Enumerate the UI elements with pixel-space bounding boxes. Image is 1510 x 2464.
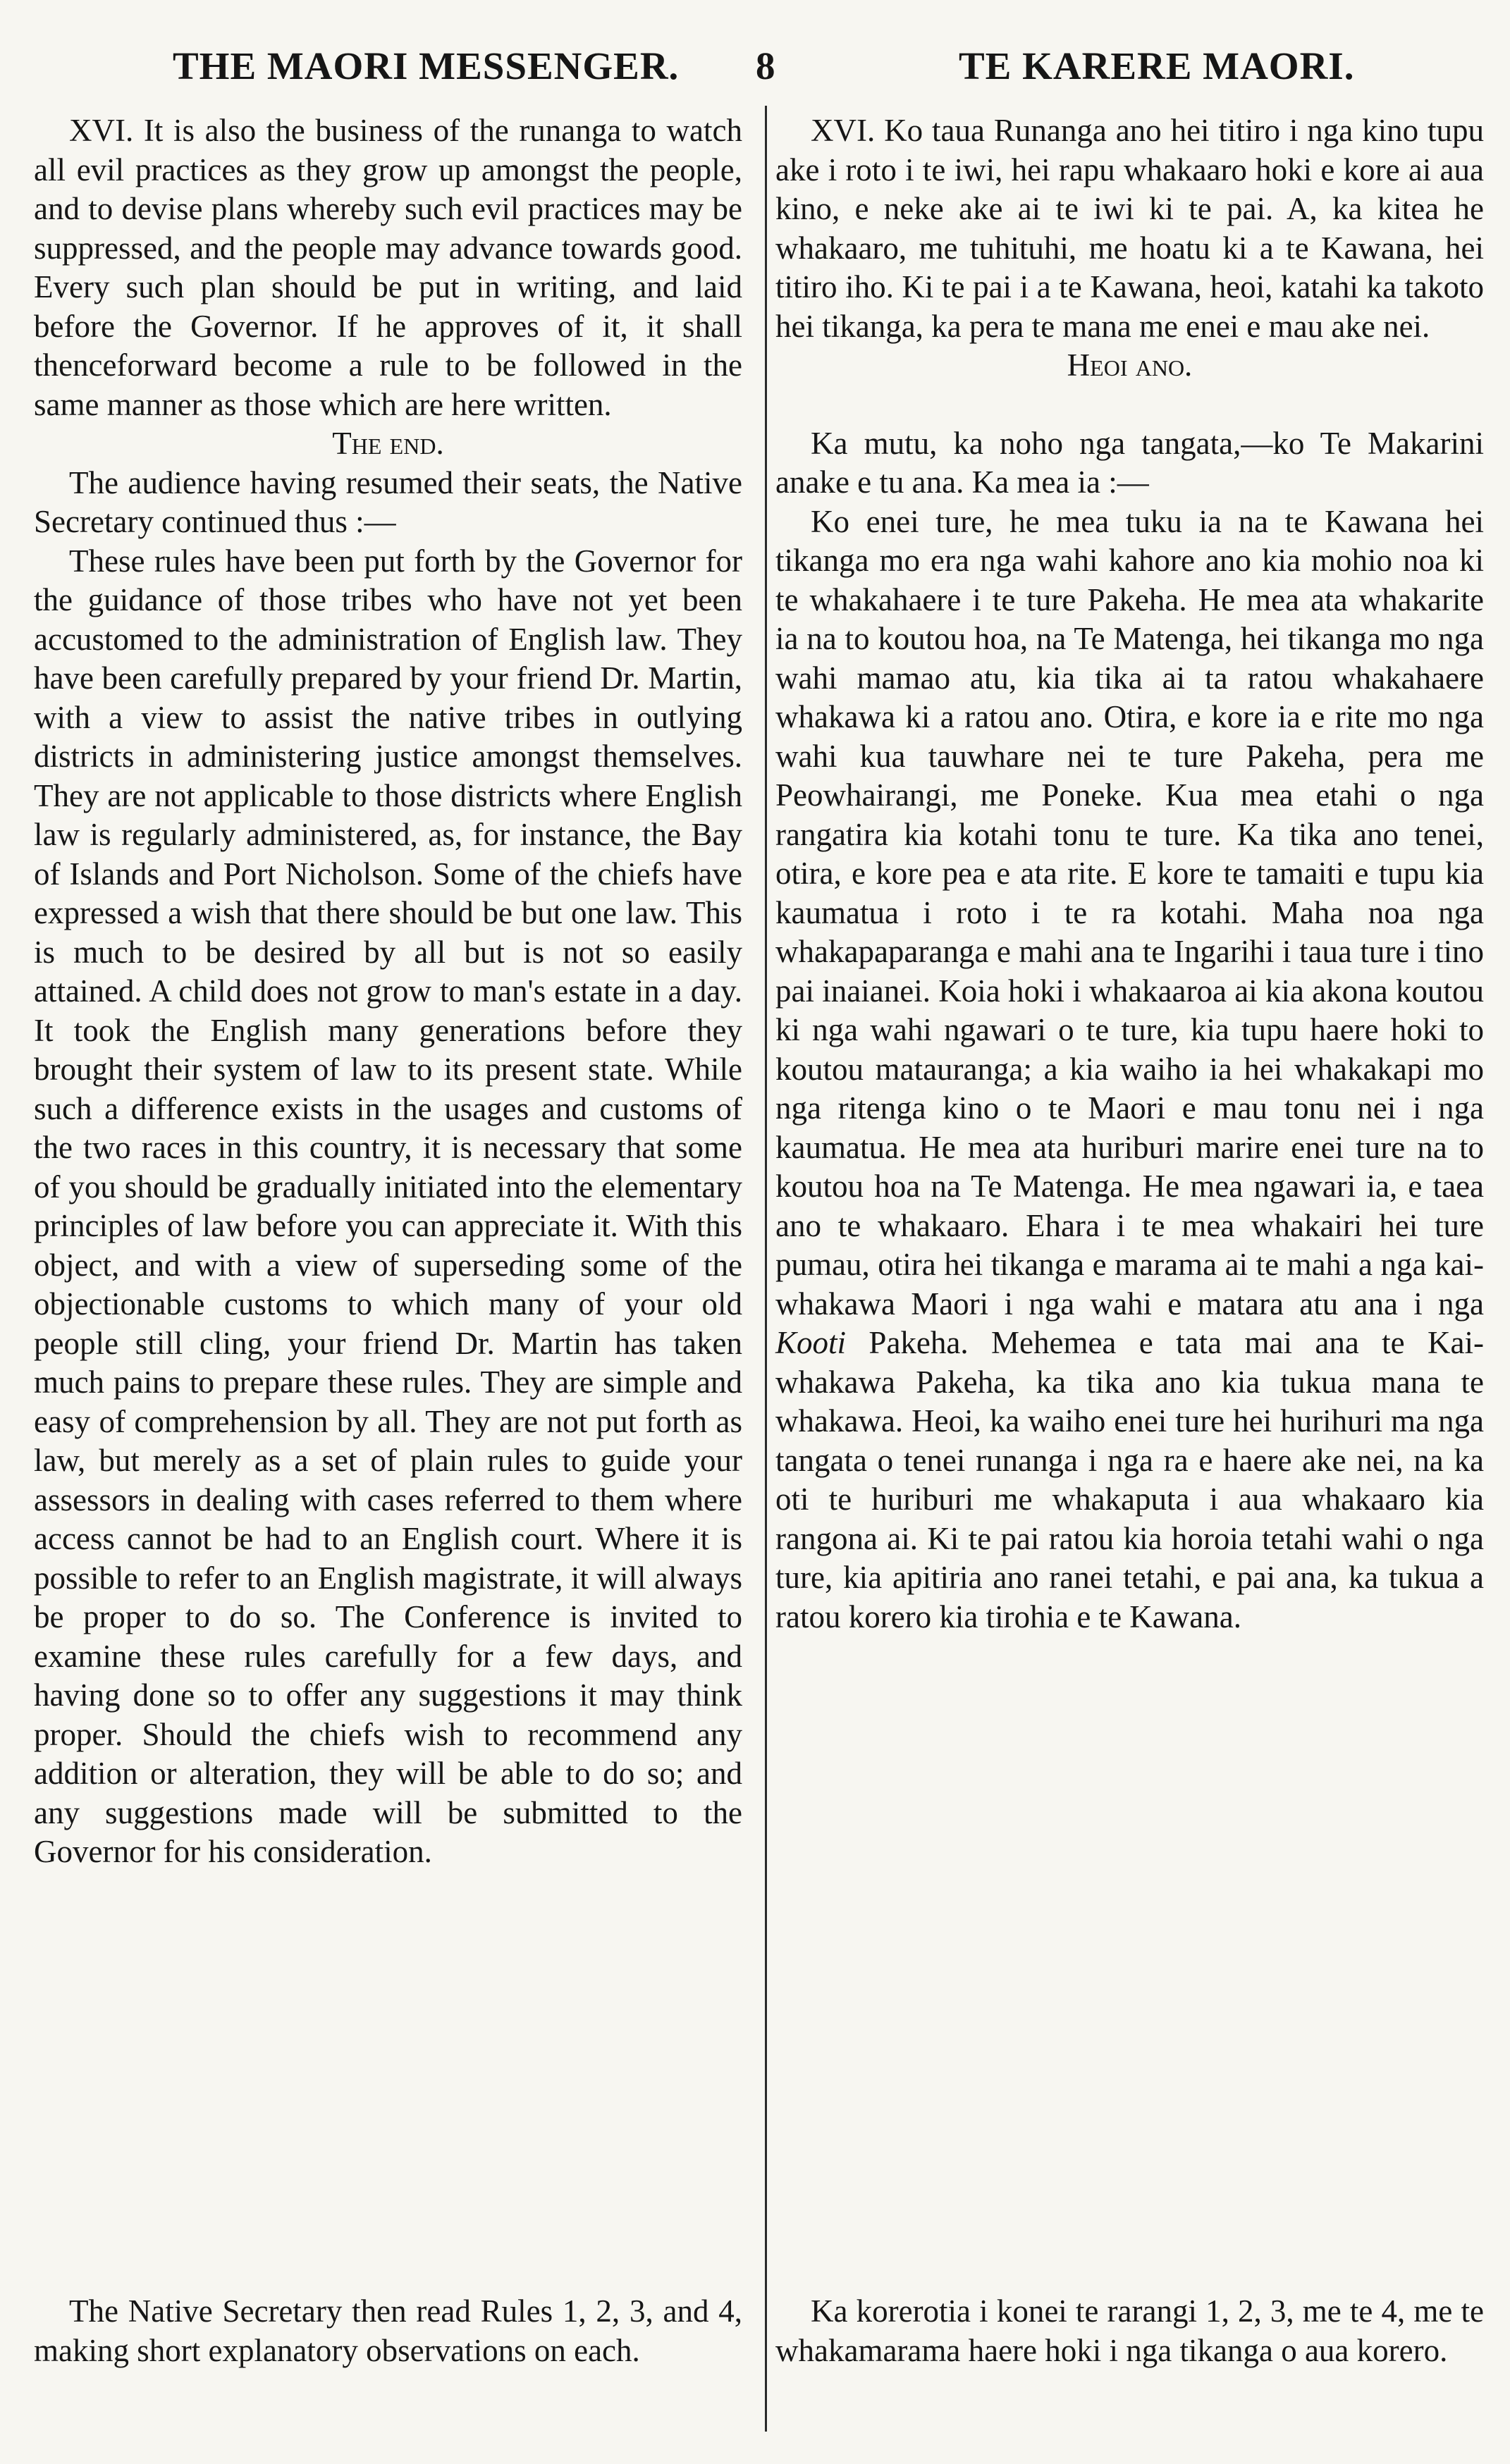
maori-heoi-ano: Heoi ano.	[1067, 347, 1193, 383]
maori-speech-part1: Ko enei ture, he mea tuku ia na te Kawana hei tikanga mo era nga wahi kahore ano kia mohio noa ki te whakahaere i te ture Pakeha. He mea ata whakarite ia na to koutou hoa, na Te Matenga, hei tikanga mo nga wahi mamao atu, kia tika ai ta ratou whakahaere whakawa ki a ratou ano. Otira, e kore ia e rite mo nga wahi kua tauwhare nei te ture Pakeha, pera me Peowhairangi, me Poneke. Kua mea etahi o nga rangatira kia kotahi tonu te ture. Ka tika ano tenei, otira, e kore pea e ata rite. E kore te tamaiti e tupu kia kaumatua i roto i te ra kotahi. Maha noa nga whakapaparanga e mahi ana te Ingarihi i taua ture i tino pai inaianei. Koia hoki i whakaaroa ai kia akona koutou ki nga wahi ngawari o te ture, kia tupu haere hoki to koutou matauranga; a kia waiho ia hei whakakapi mo nga ritenga kino o te Maori e mau tonu nei i nga kaumatua. He mea ata huriburi marire enei ture na to koutou hoa na Te Matenga. He mea ngawari ia, e taea ano te whakaaro. Ehara i te mea whakairi hei ture pumau, otira hei tikanga e marama ai te mahi a nga kai-whakawa Maori i nga wahi e matara atu ana i nga	[775, 503, 1484, 1322]
english-the-end: The end.	[332, 426, 444, 461]
maori-rule-xvi: XVI. Ko taua Runanga ano hei titiro i nga kino tupu ake i roto i te iwi, hei rapu whakaaro hoki e kore ai aua kino, e neke ake ai te iwi ki te pai. A, ka kitea he whakaaro, me tuhituhi, me hoatu ki a te Kawana, hei titiro iho. Ki te pai i a te Kawana, heoi, katahi ka takoto hei tikanga, ka pera te mana me enei e mau ake nei.	[775, 113, 1484, 344]
maori-speech-italic: Kooti	[775, 1325, 847, 1360]
header-english-title: THE MAORI MESSENGER.	[173, 44, 680, 87]
page-header	[0, 44, 1510, 100]
maori-closing-block	[775, 2292, 1484, 2370]
english-rule-xvi: XVI. It is also the business of the runanga to watch all evil practices as they grow up amongst the people, and to devise plans whereby such evil practices may be suppressed, and the people may advance towards good. Every such plan should be put in writing, and laid before the Governor. If he approves of it, it shall thenceforward become a rule to be followed in the same manner as those which are here written.	[34, 113, 742, 422]
maori-speech-part2: Pakeha. Mehemea e tata mai ana te Kai-whakawa Pakeha, ka tika ano kia tukua mana te whakawa. Heoi, ka waiho enei ture hei hurihuri ma nga tangata o tenei runanga i nga ra e haere ake nei, na ka oti te huriburi me whakaputa i aua whakaaro kia rangona ai. Ki te pai ratou kia horoia tetahi wahi o nga ture, kia apitiria ano ranei tetahi, e pai ana, ka tukua a ratou korero kia tirohia e te Kawana.	[775, 1325, 1484, 1634]
maori-speech-paragraph	[775, 503, 1484, 1637]
english-closing-block	[34, 2292, 742, 2370]
maori-column	[775, 111, 1484, 1637]
page-number: 8	[756, 44, 776, 87]
english-column	[34, 111, 742, 1872]
maori-closing-paragraph: Ka korerotia i konei te rarangi 1, 2, 3, me te 4, me te whakamarama haere hoki i nga tikanga o aua korero.	[775, 2293, 1484, 2368]
english-speech-paragraph: These rules have been put forth by the Governor for the guidance of those tribes who have not yet been accustomed to the administration of English law. They have been carefully prepared by your friend Dr. Martin, with a view to assist the native tribes in outlying districts in administering justice amongst themselves. They are not applicable to those districts where English law is regularly administered, as, for instance, the Bay of Islands and Port Nicholson. Some of the chiefs have expressed a wish that there should be but one law. This is much to be desired by all but is not so easily attained. A child does not grow to man's estate in a day. It took the English many generations before they brought their system of law to its present state. While such a difference exists in the usages and customs of the two races in this country, it is necessary that some of you should be gradually initiated into the elementary principles of law before you can appreciate it. With this object, and with a view of superseding some of the objectionable customs to which many of your old people still cling, your friend Dr. Martin has taken much pains to prepare these rules. They are simple and easy of comprehension by all. They are not put forth as law, but merely as a set of plain rules to guide your assessors in dealing with cases referred to them where access cannot be had to an English court. Where it is possible to refer to an English magistrate, it will always be proper to do so. The Conference is invited to examine these rules carefully for a few days, and having done so to offer any suggestions it may think proper. Should the chiefs wish to recommend any addition or alteration, they will be able to do so; and any suggestions made will be submitted to the Governor for his consideration.	[34, 543, 742, 1869]
maori-audience-paragraph: Ka mutu, ka noho nga tangata,—ko Te Makarini anake e tu ana. Ka mea ia :—	[775, 425, 1484, 500]
english-closing-paragraph: The Native Secretary then read Rules 1, 2, 3, and 4, making short explanatory observations on each.	[34, 2293, 742, 2368]
header-maori-title: TE KARERE MAORI.	[959, 44, 1355, 87]
column-divider	[765, 106, 767, 2432]
maori-spacer	[775, 386, 1484, 424]
english-audience-paragraph: The audience having resumed their seats, the Native Secretary continued thus :—	[34, 464, 742, 539]
